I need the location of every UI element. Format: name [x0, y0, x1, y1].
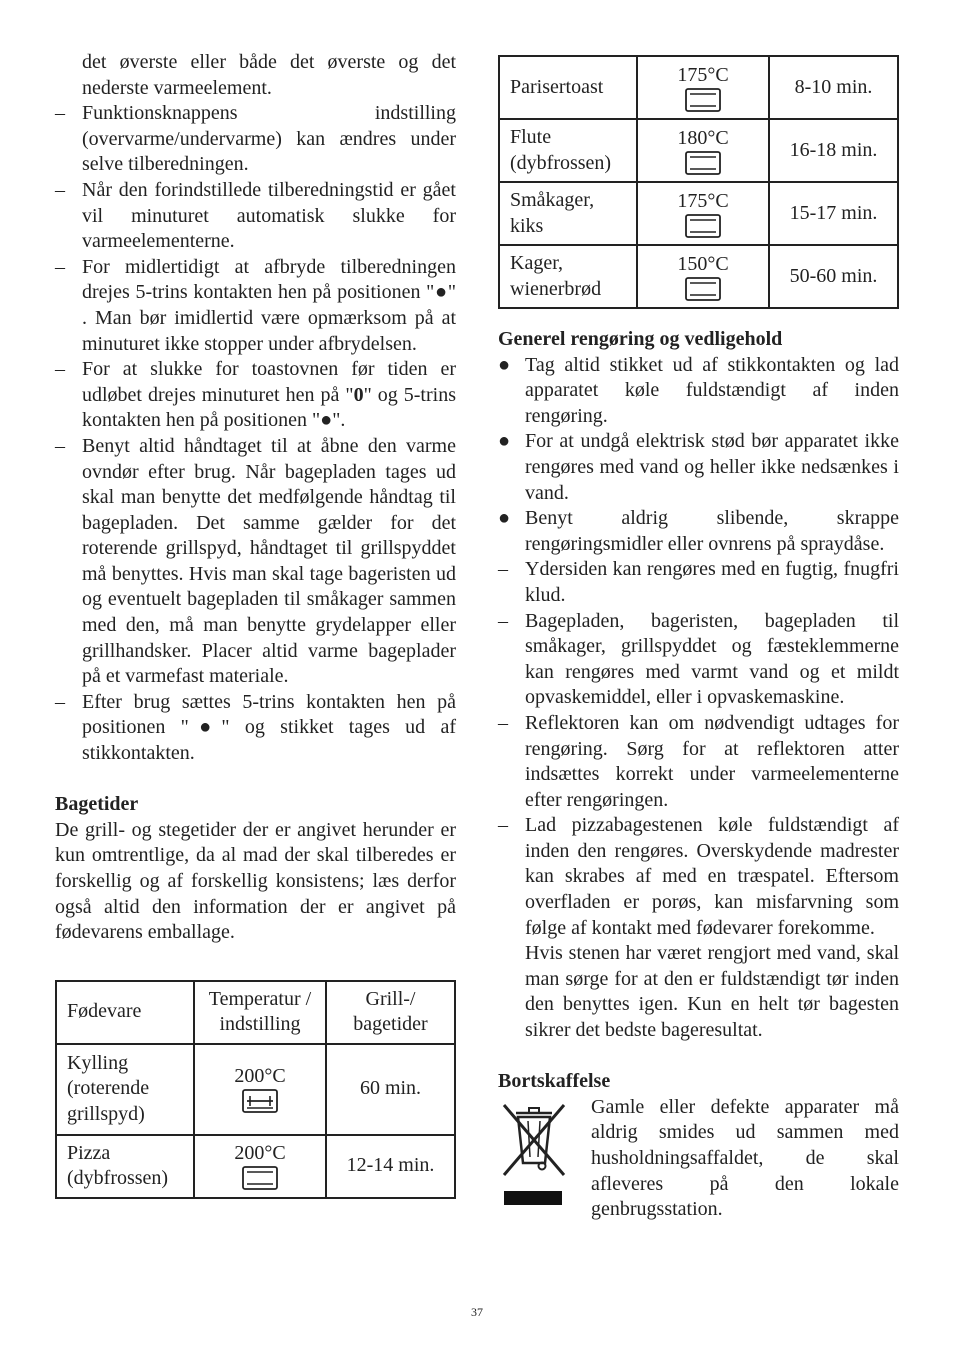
time-cell: 15-17 min.: [769, 182, 898, 245]
table-row: [56, 1135, 455, 1198]
list-item: – Bagepladen, bageristen, bagepladen til småkager, grillspyddet og fæsteklemmerne kan rengøres med varmt vand og et mildt opvaskemiddel, eller i opvaskemaskine.: [498, 609, 899, 711]
list-item: [498, 506, 899, 557]
table-row: [499, 245, 898, 308]
list-item: [498, 353, 899, 430]
stone-note: Hvis stenen har været rengjort med vand, skal man sørge for at den er fuldstændigt tør inden den benyttes igen. Kun en helt tør bagesten sikrer det bedste bageresultat.: [525, 942, 899, 1042]
temp-cell: [194, 1135, 326, 1198]
temp-cell: [637, 119, 769, 182]
temp-value: 200°C: [234, 1142, 286, 1165]
time-cell: 8-10 min.: [769, 56, 898, 119]
table-row: [499, 182, 898, 245]
top-bottom-heat-icon: [684, 276, 722, 302]
list-item: – Benyt altid håndtaget til at åbne den varme ovndør efter brug. Når bagepladen tages ud skal man benytte det medfølgende håndtag til bagepladen. Det samme gælder for det roterende grillspyd, håndtaget til grillspyddet må benyttes. Hvis man skal tage bageristen ud og eventuelt bagepladen til småkager sammen med den, må man benytte grydelapper eller grillhandsker. Placer altid varme bageplader på et varmefast materiale.: [55, 434, 456, 690]
list-item: – Funktionsknappens indstilling (overvarme/undervarme) kan ændres under selve tilberedningen.: [55, 101, 456, 178]
time-cell: 60 min.: [326, 1044, 455, 1135]
table-row: [56, 1044, 455, 1135]
list-item: – Når den forindstillede tilberedningstid er gået vil minuturet automatisk slukke for varmeelementerne.: [55, 178, 456, 255]
item4-bold-zero: 0: [353, 383, 364, 406]
food-cell: Flute (dybfrossen): [499, 119, 637, 182]
top-bottom-heat-icon: [684, 213, 722, 239]
table-row: [499, 119, 898, 182]
temp-value: 175°C: [677, 189, 729, 212]
baking-table-left: [55, 980, 456, 1199]
temp-value: 150°C: [677, 252, 729, 275]
table-row: [499, 56, 898, 119]
time-cell: 12-14 min.: [326, 1135, 455, 1198]
list-item: – Ydersiden kan rengøres med en fugtig, fnugfri klud.: [498, 557, 899, 608]
left-column: [55, 50, 456, 1199]
time-cell: 50-60 min.: [769, 245, 898, 308]
food-cell: Pizza (dybfrossen): [56, 1135, 194, 1198]
disposal-heading: Bortskaffelse: [498, 1070, 611, 1093]
list-item: – Efter brug sættes 5-trins kontakten hen på positionen "●" og stikket tages ud af stikkontakten.: [55, 690, 456, 767]
food-cell: Kylling (roterende grillspyd): [56, 1044, 194, 1135]
crossed-out-wheelie-bin-icon: [498, 1099, 570, 1219]
disposal-section: [498, 1095, 899, 1223]
list-item: [55, 357, 456, 434]
food-cell: Parisertoast: [499, 56, 637, 119]
bullet-icon: ●: [498, 353, 511, 376]
right-column: [498, 55, 899, 1223]
top-bottom-heat-icon: [684, 150, 722, 176]
temp-cell: [637, 245, 769, 308]
list-item: – Lad pizzabagestenen køle fuldstændigt af inden den rengøres. Overskydende madrester kan skrabes af med en træspatel. Eftersom overfladen er porøs, kan misfarvning som følge af kontakt med fødevarer forekomme.: [498, 813, 899, 941]
header-food: Fødevare: [56, 981, 194, 1044]
list-item: [498, 429, 899, 506]
bullet-text: For at undgå elektrisk stød bør apparatet ikke rengøres med vand og heller ikke nedsænkes i vand.: [525, 430, 899, 504]
intro-continuation: det øverste eller både det øverste og det nederste varmeelement.: [82, 51, 456, 99]
temp-cell: [637, 182, 769, 245]
bagetider-heading: Bagetider: [55, 793, 139, 816]
baking-table-right: [498, 55, 899, 309]
bagetider-text: De grill- og stegetider der er angivet herunder er kun omtrentlige, da al mad der skal tilberedes er forskellig og af forskellig konsistens; læs derfor også altid den information der er angivet på fødevarens emballage.: [55, 818, 456, 944]
time-cell: 16-18 min.: [769, 119, 898, 182]
temp-cell: [194, 1044, 326, 1135]
temp-value: 175°C: [677, 63, 729, 86]
bullet-icon: ●: [498, 507, 511, 530]
food-cell: Kager, wienerbrød: [499, 245, 637, 308]
list-item: – Reflektoren kan om nødvendigt udtages for rengøring. Sørg for at reflektoren atter indsættes korrekt under varmeelementerne efter rengøringen.: [498, 711, 899, 813]
disposal-text: Gamle eller defekte apparater må aldrig smides ud sammen med husholdningsaffaldet, de skal afleveres på den lokale genbrugsstation.: [591, 1095, 899, 1221]
rotisserie-icon: [241, 1088, 279, 1114]
cleaning-heading: Generel rengøring og vedligehold: [498, 328, 783, 350]
table-header-row: [56, 981, 455, 1044]
bullet-text: Benyt aldrig slibende, skrappe rengøringsmidler eller ovnrens på spraydåse.: [525, 507, 899, 555]
page-number: 37: [471, 1305, 483, 1319]
list-item: – For midlertidigt at afbryde tilberedningen drejes 5-trins kontakten hen på positionen "●" . Man bør imidlertid være opmærksom på at minuturet ikke stopper under afbrydelsen.: [55, 255, 456, 357]
item4-text-a: For at slukke for toastovnen før tiden er udløbet drejes minuturet hen på ": [82, 358, 456, 406]
temp-cell: [637, 56, 769, 119]
top-bottom-heat-icon: [241, 1165, 279, 1191]
bullet-text: Tag altid stikket ud af stikkontakten og lad apparatet køle fuldstændigt af inden rengøring.: [525, 353, 899, 427]
temp-value: 200°C: [234, 1065, 286, 1088]
food-cell: Småkager, kiks: [499, 182, 637, 245]
header-temp: Temperatur / indstilling: [194, 981, 326, 1044]
header-time: Grill-/ bagetider: [326, 981, 455, 1044]
item4-text-b: " og 5-trins kontakten hen på positionen "●".: [82, 383, 456, 432]
top-bottom-heat-icon: [684, 87, 722, 113]
temp-value: 180°C: [677, 126, 729, 149]
bullet-icon: ●: [498, 430, 511, 453]
